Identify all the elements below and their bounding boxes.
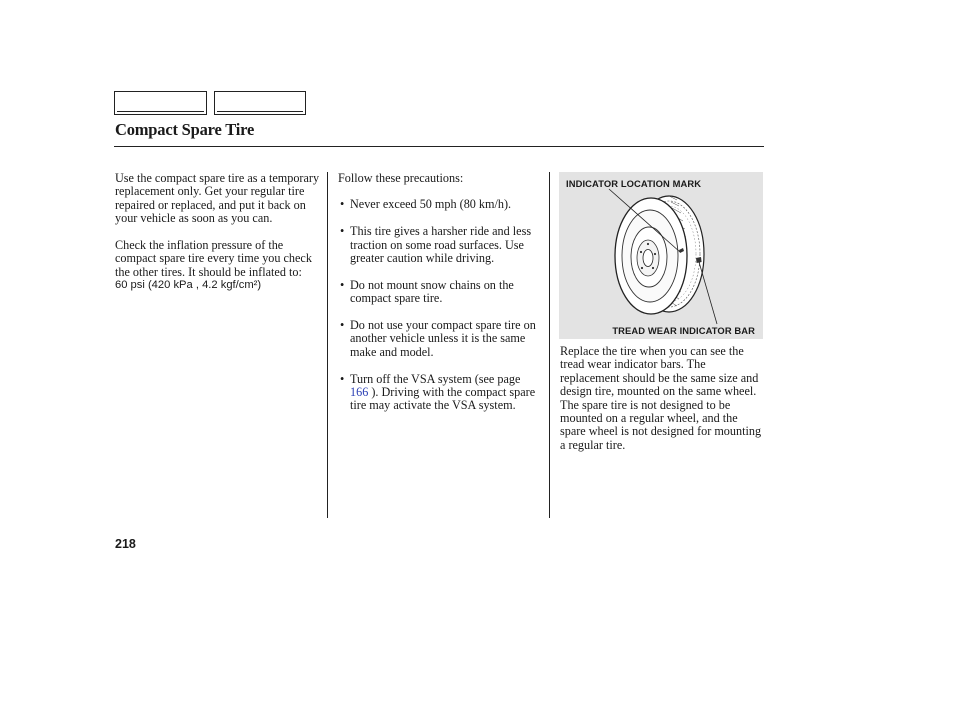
title-divider <box>114 146 764 147</box>
replacement-paragraph: Replace the tire when you can see the tread wear indicator bars. The replacement should be the same size and design tire, mounted on the same wheel. The spare tire is not designed to be mounted on a regular wheel, and the spare wheel is not designed for mounting a regular tire. <box>560 344 762 452</box>
spare-tire-icon <box>559 172 763 339</box>
page-number: 218 <box>115 537 136 551</box>
indicator-location-label: INDICATOR LOCATION MARK <box>566 178 702 189</box>
vsa-text-before: Turn off the VSA system (see page <box>350 371 521 386</box>
column-1 <box>115 172 325 293</box>
precautions-list <box>338 198 538 412</box>
column-divider-1 <box>327 172 328 518</box>
precautions-intro: Follow these precautions: <box>338 171 464 185</box>
inflation-pressure-value: 60 psi (420 kPa , 4.2 kgf/cm²) <box>115 279 262 292</box>
header-tab-box-2 <box>214 91 306 115</box>
list-item: • Never exceed 50 mph (80 km/h). <box>338 198 538 211</box>
tire-figure <box>559 172 763 339</box>
page-title: Compact Spare Tire <box>115 120 255 139</box>
column-2 <box>338 172 538 426</box>
inflation-paragraph: Check the inflation pressure of the compact spare tire every time you check the other tires. It should be inflated to: <box>115 238 312 279</box>
column-divider-2 <box>549 172 550 518</box>
tread-wear-label: TREAD WEAR INDICATOR BAR <box>612 325 755 336</box>
list-item <box>338 373 538 413</box>
spare-usage-paragraph: Use the compact spare tire as a temporary replacement only. Get your regular tire repaired or replaced, and put it back on your vehicle as soon as you can. <box>115 171 320 226</box>
column-3 <box>560 345 764 452</box>
list-item: • This tire gives a harsher ride and less traction on some road surfaces. Use greater caution while driving. <box>338 225 538 265</box>
page-reference-link[interactable]: 166 <box>350 385 369 400</box>
header-tab-box-1 <box>114 91 207 115</box>
list-item: • Do not mount snow chains on the compact spare tire. <box>338 279 538 306</box>
vsa-text-after: ). Driving with the compact spare tire may activate the VSA system. <box>350 385 536 413</box>
list-item: • Do not use your compact spare tire on another vehicle unless it is the same make and model. <box>338 319 538 359</box>
